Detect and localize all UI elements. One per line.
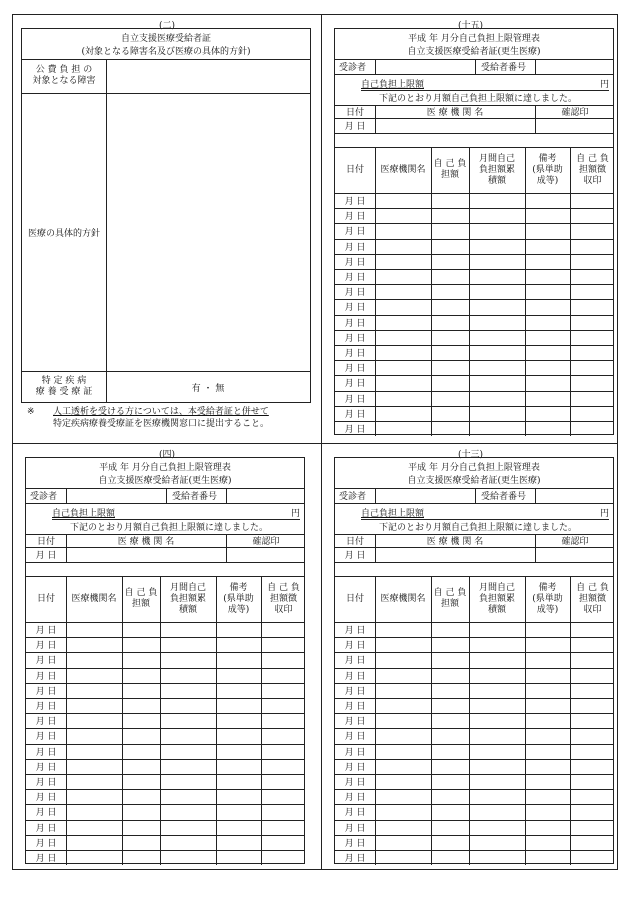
limit-reached-text: 下記のとおり月額自己負担上限額に達しました。 bbox=[379, 523, 578, 533]
row-date-cell: 月 日 bbox=[35, 747, 57, 758]
col-collection-seal-header: 自 己 負 担額徴 収印 bbox=[576, 153, 609, 186]
row-date-cell: 月 日 bbox=[344, 808, 366, 819]
table-heading: 平成 年 月分自己負担上限管理表 bbox=[408, 462, 540, 472]
panel-13 bbox=[322, 444, 619, 871]
row-date-cell: 月 日 bbox=[344, 379, 366, 390]
row-date-cell: 月 日 bbox=[35, 808, 57, 819]
row-date-cell: 月 日 bbox=[344, 318, 366, 329]
col-collection-seal-header: 自 己 負 担額徴 収印 bbox=[267, 582, 300, 615]
col-date-header: 日付 bbox=[345, 164, 364, 175]
row-date-cell: 月 日 bbox=[35, 717, 57, 728]
limit-label: 自己負担上限額 bbox=[361, 509, 425, 519]
row-date-cell: 月 日 bbox=[344, 641, 366, 652]
table-heading: 平成 年 月分自己負担上限管理表 bbox=[99, 462, 231, 472]
row-date-cell: 月 日 bbox=[35, 656, 57, 667]
panel-number: (四) bbox=[158, 450, 176, 460]
row-date-cell: 月 日 bbox=[344, 854, 366, 865]
row-date-cell: 月 日 bbox=[35, 778, 57, 789]
yen-label: 円 bbox=[599, 80, 609, 90]
col-date-header: 日付 bbox=[36, 593, 55, 604]
month-day-label: 月 日 bbox=[344, 550, 366, 561]
col-cumulative-header: 月間自己 負担額累 積額 bbox=[169, 582, 206, 615]
recipient-number-label: 受給者番号 bbox=[172, 492, 218, 502]
row-date-cell: 月 日 bbox=[344, 778, 366, 789]
col-cumulative-header: 月間自己 負担額累 積額 bbox=[478, 153, 515, 186]
panel-4 bbox=[13, 444, 321, 871]
note-line-2: 特定疾病療養受療証を医療機関窓口に提出すること。 bbox=[53, 419, 270, 429]
certificate-table bbox=[21, 28, 311, 403]
month-day-label: 月 日 bbox=[344, 121, 366, 132]
col-self-pay-header: 自 己 負 担額 bbox=[433, 588, 467, 609]
limit-reached-text: 下記のとおり月額自己負担上限額に達しました。 bbox=[379, 94, 578, 104]
col-cumulative-header: 月間自己 負担額累 積額 bbox=[478, 582, 515, 615]
recipient-number-label: 受給者番号 bbox=[481, 492, 527, 502]
row-date-cell: 月 日 bbox=[35, 793, 57, 804]
col-remarks-header: 備考 (県単助 成等) bbox=[532, 582, 563, 615]
col-date-header: 日付 bbox=[345, 593, 364, 604]
disability-label: 公 費 負 担 の 対象となる障害 bbox=[32, 65, 96, 86]
col-remarks-header: 備考 (県単助 成等) bbox=[223, 582, 254, 615]
institution-label: 医 療 機 関 名 bbox=[117, 537, 175, 547]
management-table bbox=[334, 457, 614, 864]
row-date-cell: 月 日 bbox=[344, 626, 366, 637]
panel-number: (二) bbox=[158, 21, 176, 31]
treatment-policy-label: 医療の具体的方針 bbox=[27, 228, 100, 239]
row-date-cell: 月 日 bbox=[344, 409, 366, 420]
certificate-subtitle: (対象となる障害名及び医療の具体的方針) bbox=[81, 46, 251, 56]
yen-label: 円 bbox=[290, 509, 300, 519]
date-label: 日付 bbox=[345, 108, 364, 118]
row-date-cell: 月 日 bbox=[344, 273, 366, 284]
col-institution-header: 医療機関名 bbox=[380, 593, 426, 604]
recipient-number-label: 受給者番号 bbox=[481, 63, 527, 73]
row-date-cell: 月 日 bbox=[344, 717, 366, 728]
panel-2 bbox=[13, 15, 321, 443]
row-date-cell: 月 日 bbox=[344, 732, 366, 743]
specific-disease-label: 特 定 疾 病 療 養 受 療 証 bbox=[35, 376, 93, 397]
recipient-label: 受診者 bbox=[30, 492, 58, 502]
institution-label: 医 療 機 関 名 bbox=[426, 108, 484, 118]
row-date-cell: 月 日 bbox=[344, 333, 366, 344]
row-date-cell: 月 日 bbox=[344, 257, 366, 268]
panel-number: (十三) bbox=[457, 450, 484, 460]
note-mark: ※ bbox=[27, 407, 35, 417]
row-date-cell: 月 日 bbox=[344, 838, 366, 849]
row-date-cell: 月 日 bbox=[344, 425, 366, 436]
col-institution-header: 医療機関名 bbox=[380, 164, 426, 175]
row-date-cell: 月 日 bbox=[35, 626, 57, 637]
col-collection-seal-header: 自 己 負 担額徴 収印 bbox=[576, 582, 609, 615]
row-date-cell: 月 日 bbox=[344, 349, 366, 360]
row-date-cell: 月 日 bbox=[35, 641, 57, 652]
institution-label: 医 療 機 関 名 bbox=[426, 537, 484, 547]
col-self-pay-header: 自 己 負 担額 bbox=[433, 159, 467, 180]
col-self-pay-header: 自 己 負 担額 bbox=[124, 588, 158, 609]
management-table bbox=[25, 457, 305, 864]
col-remarks-header: 備考 (県単助 成等) bbox=[532, 153, 563, 186]
row-date-cell: 月 日 bbox=[344, 702, 366, 713]
management-table bbox=[334, 28, 614, 435]
recipient-label: 受診者 bbox=[339, 63, 367, 73]
row-date-cell: 月 日 bbox=[344, 364, 366, 375]
row-date-cell: 月 日 bbox=[35, 686, 57, 697]
row-date-cell: 月 日 bbox=[344, 303, 366, 314]
row-date-cell: 月 日 bbox=[344, 394, 366, 405]
recipient-label: 受診者 bbox=[339, 492, 367, 502]
yen-label: 円 bbox=[599, 509, 609, 519]
table-subheading: 自立支援医療受給者証(更生医療) bbox=[407, 46, 541, 56]
row-date-cell: 月 日 bbox=[35, 838, 57, 849]
note-line-1: 人工透析を受ける方については、本受給者証と併せて bbox=[53, 407, 269, 417]
row-date-cell: 月 日 bbox=[344, 227, 366, 238]
row-date-cell: 月 日 bbox=[35, 702, 57, 713]
table-subheading: 自立支援医療受給者証(更生医療) bbox=[98, 475, 232, 485]
row-date-cell: 月 日 bbox=[344, 671, 366, 682]
specific-disease-value: 有 ・ 無 bbox=[191, 383, 225, 394]
limit-label: 自己負担上限額 bbox=[52, 509, 116, 519]
seal-label: 確認印 bbox=[252, 537, 280, 547]
row-date-cell: 月 日 bbox=[344, 762, 366, 773]
row-date-cell: 月 日 bbox=[35, 854, 57, 865]
row-date-cell: 月 日 bbox=[35, 732, 57, 743]
date-label: 日付 bbox=[345, 537, 364, 547]
row-date-cell: 月 日 bbox=[35, 671, 57, 682]
limit-label: 自己負担上限額 bbox=[361, 80, 425, 90]
row-date-cell: 月 日 bbox=[344, 747, 366, 758]
seal-label: 確認印 bbox=[561, 537, 589, 547]
row-date-cell: 月 日 bbox=[344, 793, 366, 804]
row-date-cell: 月 日 bbox=[344, 242, 366, 253]
row-date-cell: 月 日 bbox=[344, 288, 366, 299]
seal-label: 確認印 bbox=[561, 108, 589, 118]
date-label: 日付 bbox=[36, 537, 55, 547]
certificate-title: 自立支援医療受給者証 bbox=[120, 33, 211, 43]
table-subheading: 自立支援医療受給者証(更生医療) bbox=[407, 475, 541, 485]
col-institution-header: 医療機関名 bbox=[71, 593, 117, 604]
month-day-label: 月 日 bbox=[35, 550, 57, 561]
row-date-cell: 月 日 bbox=[344, 656, 366, 667]
row-date-cell: 月 日 bbox=[344, 823, 366, 834]
row-date-cell: 月 日 bbox=[344, 197, 366, 208]
row-date-cell: 月 日 bbox=[35, 823, 57, 834]
row-date-cell: 月 日 bbox=[344, 212, 366, 223]
panel-number: (十五) bbox=[457, 21, 484, 31]
limit-reached-text: 下記のとおり月額自己負担上限額に達しました。 bbox=[70, 523, 269, 533]
row-date-cell: 月 日 bbox=[344, 686, 366, 697]
table-heading: 平成 年 月分自己負担上限管理表 bbox=[408, 33, 540, 43]
form-sheet bbox=[12, 14, 618, 870]
row-date-cell: 月 日 bbox=[35, 762, 57, 773]
panel-15 bbox=[322, 15, 619, 443]
